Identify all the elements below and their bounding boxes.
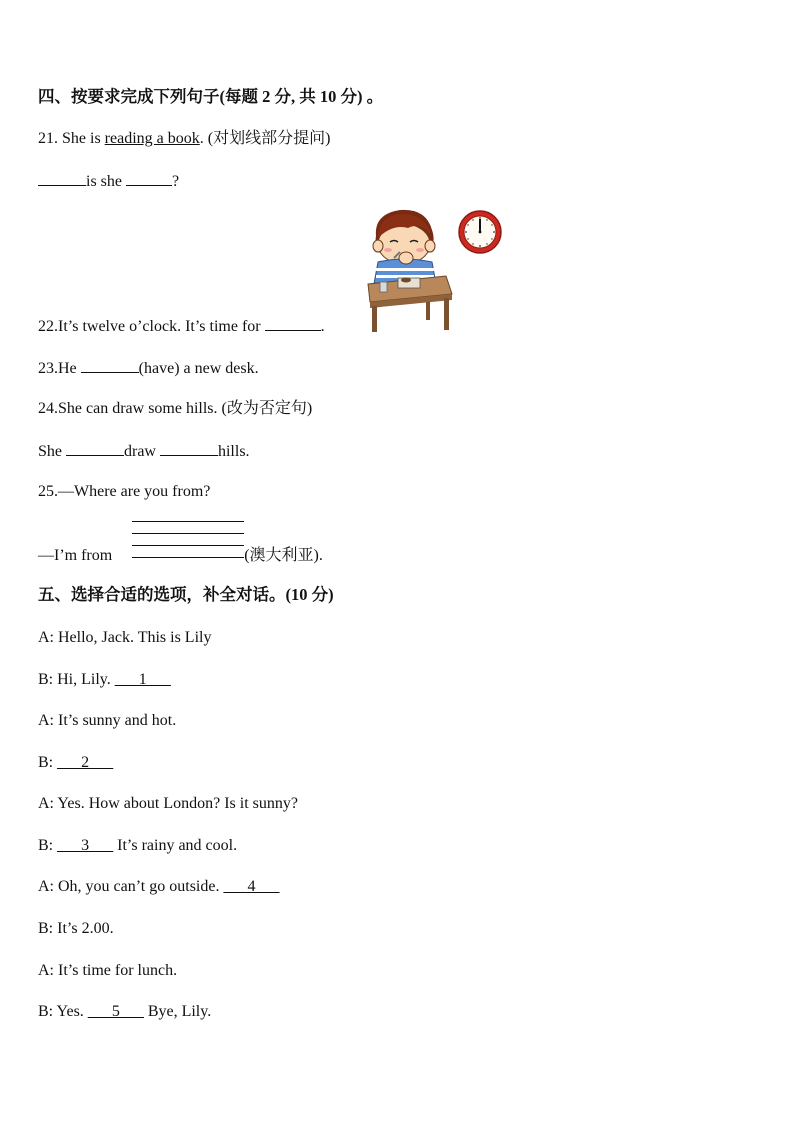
answer-blank[interactable]	[160, 441, 218, 456]
q21-post: . (对划线部分提问)	[199, 130, 331, 147]
dialogue-text: Bye, Lily.	[143, 1003, 212, 1020]
q21-ans-mid: is she	[86, 173, 126, 190]
dialogue-blank[interactable]: ___4___	[223, 878, 280, 895]
section-4-heading: 四、按要求完成下列句子(每题 2 分, 共 10 分) 。	[38, 87, 384, 106]
q25-ans-pre: —I’m from	[38, 547, 117, 564]
dialogue-text: B: Hi, Lily.	[38, 671, 115, 688]
dialogue-line: B: It’s 2.00.	[38, 920, 114, 937]
q21-number: 21	[38, 130, 54, 147]
q21-answer-line	[38, 171, 179, 192]
dialogue-line: A: It’s sunny and hot.	[38, 712, 177, 729]
q24-ans-b: draw	[124, 443, 160, 460]
dialogue-text: A: Oh, you can’t go outside.	[38, 878, 224, 895]
q25-ans-post: (澳大利亚).	[240, 547, 323, 564]
answer-blank[interactable]	[38, 171, 86, 186]
answer-blank[interactable]	[265, 316, 321, 331]
dialogue-blank[interactable]: ___5___	[87, 1003, 144, 1020]
dialogue-blank[interactable]: ___3___	[57, 837, 114, 854]
dialogue-line	[38, 753, 113, 773]
dialogue-blank[interactable]: ___2___	[57, 754, 114, 771]
q25-answer-line	[38, 546, 323, 566]
q24-ans-c: hills.	[217, 443, 250, 460]
q24-answer-line	[38, 441, 250, 462]
q21-underlined: reading a book	[104, 130, 200, 147]
boy-eating-at-desk-icon	[360, 206, 456, 334]
dialogue-line	[38, 1002, 211, 1022]
q22-end: .	[320, 318, 325, 335]
dialogue-text: B:	[38, 754, 58, 771]
writing-line	[132, 533, 244, 534]
q21-pre: . She is	[54, 130, 105, 147]
question-21	[38, 129, 330, 149]
dialogue-text: B:	[38, 837, 58, 854]
answer-blank[interactable]	[66, 441, 124, 456]
q22-text: 22.It’s twelve o’clock. It’s time for	[38, 318, 265, 335]
writing-line	[132, 521, 244, 522]
q23-post: (have) a new desk.	[138, 360, 259, 377]
q21-ans-end: ?	[172, 173, 180, 190]
dialogue-text: It’s rainy and cool.	[113, 837, 238, 854]
section-5-heading: 五、选择合适的选项，补全对话。(10 分)	[38, 585, 334, 604]
dialogue-text: B: Yes.	[38, 1003, 88, 1020]
question-23	[38, 358, 259, 379]
dialogue-blank[interactable]: ___1___	[114, 671, 171, 688]
dialogue-line	[38, 877, 279, 897]
dialogue-line: A: It’s time for lunch.	[38, 962, 178, 979]
answer-blank[interactable]	[126, 171, 172, 186]
dialogue-line	[38, 836, 237, 856]
dialogue-line	[38, 670, 171, 690]
answer-blank[interactable]	[81, 358, 139, 373]
dialogue-line: A: Yes. How about London? Is it sunny?	[38, 795, 298, 812]
question-22	[38, 316, 325, 337]
dialogue-line: A: Hello, Jack. This is Lily	[38, 629, 212, 646]
question-24: 24.She can draw some hills. (改为否定句)	[38, 400, 313, 417]
q23-pre: 23.He	[38, 360, 81, 377]
q24-ans-a: She	[38, 443, 66, 460]
question-25: 25.—Where are you from?	[38, 483, 211, 500]
clock-twelve-icon	[457, 209, 503, 255]
